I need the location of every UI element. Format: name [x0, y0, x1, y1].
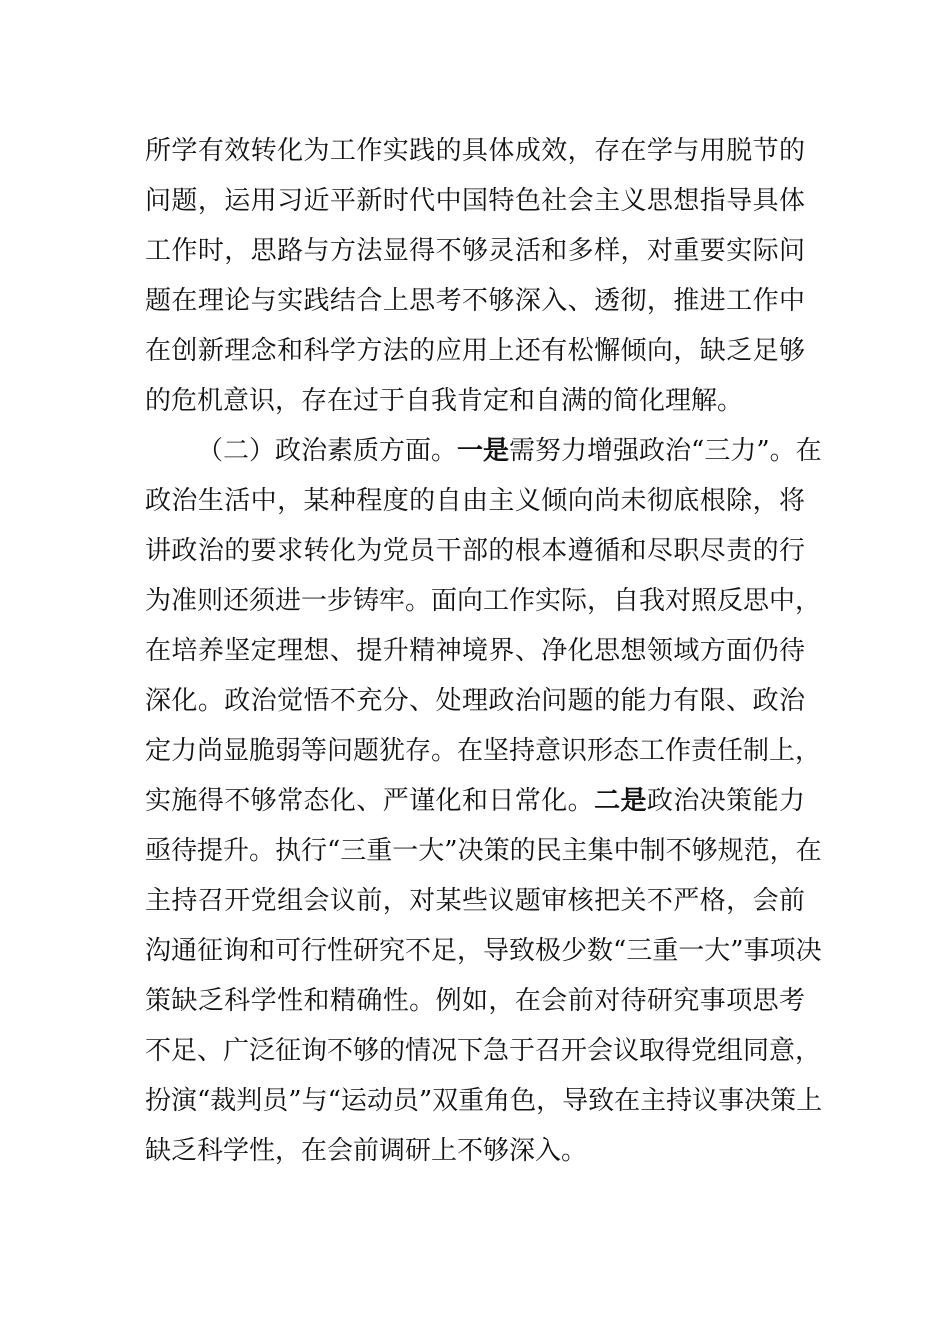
section-heading-line — [145, 426, 822, 476]
text-line: 主持召开党组会议前，对某些议题审核把关不严格，会前 — [145, 886, 805, 916]
text-line: 深化。政治觉悟不充分、处理政治问题的能力有限、政治 — [145, 686, 805, 716]
point-label: 二是 — [594, 786, 647, 816]
text-line: 亟待提升。执行“三重一大”决策的民主集中制不够规范，在 — [145, 836, 822, 866]
text-segment: 需努力增强政治“三力”。在 — [509, 436, 822, 466]
text-line: 题在理论与实践结合上思考不够深入、透彻，推进工作中 — [145, 286, 805, 316]
text-segment: 政治决策能力 — [646, 786, 805, 816]
body-text — [145, 126, 823, 1176]
text-line: 在培养坚定理想、提升精神境界、净化思想领域方面仍待 — [145, 636, 805, 666]
text-line: 缺乏科学性，在会前调研上不够深入。 — [145, 1136, 588, 1166]
text-line: 在创新理念和科学方法的应用上还有松懈倾向，缺乏足够 — [145, 336, 805, 366]
text-line: 定力尚显脆弱等问题犹存。在坚持意识形态工作责任制上， — [145, 736, 822, 766]
text-line: 扮演“裁判员”与“运动员”双重角色，导致在主持议事决策上 — [145, 1086, 823, 1116]
text-line: 的危机意识，存在过于自我肯定和自满的简化理解。 — [145, 386, 744, 416]
text-line: 政治生活中，某种程度的自由主义倾向尚未彻底根除，将 — [145, 486, 805, 516]
section-heading: （二）政治素质方面。 — [197, 436, 458, 466]
text-line: 工作时，思路与方法显得不够灵活和多样，对重要实际问 — [145, 236, 805, 266]
text-line: 不足、广泛征询不够的情况下急于召开会议取得党组同意， — [145, 1036, 822, 1066]
text-line: 策缺乏科学性和精确性。例如，在会前对待研究事项思考 — [145, 986, 805, 1016]
text-line: 问题，运用习近平新时代中国特色社会主义思想指导具体 — [145, 186, 805, 216]
text-line: 所学有效转化为工作实践的具体成效，存在学与用脱节的 — [145, 136, 805, 166]
text-line — [145, 776, 805, 826]
text-segment: 实施得不够常态化、严谨化和日常化。 — [145, 786, 595, 816]
point-label: 一是 — [457, 436, 510, 466]
text-line: 为准则还须进一步铸牢。面向工作实际，自我对照反思中， — [145, 586, 822, 616]
text-line: 讲政治的要求转化为党员干部的根本遵循和尽职尽责的行 — [145, 536, 805, 566]
text-line: 沟通征询和可行性研究不足，导致极少数“三重一大”事项决 — [145, 936, 822, 966]
